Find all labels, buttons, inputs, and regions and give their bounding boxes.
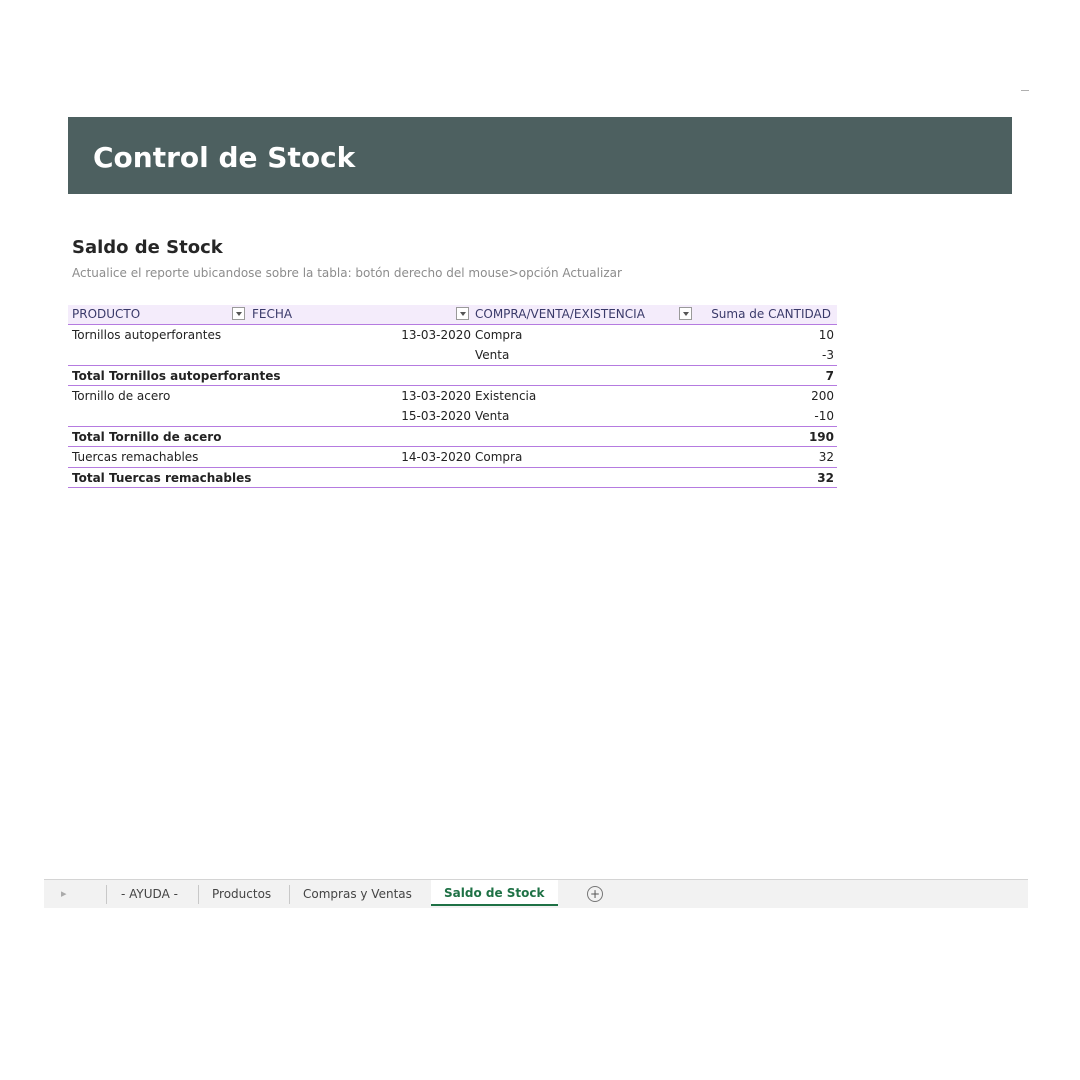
- plus-circle-icon[interactable]: +: [587, 886, 603, 902]
- pivot-row[interactable]: [68, 325, 837, 345]
- tab-separator: [106, 885, 107, 904]
- cell-quantity: -3: [822, 348, 834, 362]
- tab-compras-y-ventas[interactable]: Compras y Ventas: [303, 887, 412, 901]
- window-minimize-dash: [1021, 90, 1029, 91]
- cell-product: Tornillos autoperforantes: [72, 328, 222, 342]
- column-header-cantidad: Suma de CANTIDAD: [711, 307, 831, 321]
- cell-date: 13-03-2020: [401, 328, 471, 342]
- page-title: Control de Stock: [93, 141, 356, 174]
- tab-ayuda[interactable]: - AYUDA -: [121, 887, 178, 901]
- cell-product: Total Tornillo de acero: [72, 430, 222, 444]
- filter-dropdown-icon[interactable]: [679, 307, 692, 320]
- cell-date: 13-03-2020: [401, 389, 471, 403]
- triangle-right-icon[interactable]: ▸: [61, 887, 67, 900]
- cell-product: Total Tuercas remachables: [72, 471, 252, 485]
- filter-dropdown-icon[interactable]: [456, 307, 469, 320]
- pivot-header-row: [68, 305, 837, 325]
- cell-quantity: 10: [818, 328, 834, 342]
- tab-saldo-de-stock[interactable]: Saldo de Stock: [431, 880, 558, 906]
- cell-type: Venta: [475, 348, 510, 362]
- report-title: Saldo de Stock: [72, 237, 223, 258]
- cell-quantity: 190: [808, 430, 834, 444]
- cell-type: Existencia: [475, 389, 537, 403]
- column-header-tipo: COMPRA/VENTA/EXISTENCIA: [475, 307, 645, 321]
- cell-quantity: 7: [825, 369, 834, 383]
- cell-quantity: -10: [814, 409, 834, 423]
- pivot-row[interactable]: [68, 386, 837, 406]
- tab-separator: [289, 885, 290, 904]
- cell-product: Total Tornillos autoperforantes: [72, 369, 281, 383]
- cell-type: Compra: [475, 450, 523, 464]
- cell-quantity: 200: [811, 389, 834, 403]
- pivot-subtotal-row[interactable]: [68, 365, 837, 386]
- cell-product: Tornillo de acero: [72, 389, 171, 403]
- pivot-row[interactable]: [68, 406, 837, 426]
- cell-type: Compra: [475, 328, 523, 342]
- cell-date: 15-03-2020: [401, 409, 471, 423]
- cell-date: 14-03-2020: [401, 450, 471, 464]
- pivot-subtotal-row[interactable]: [68, 467, 837, 488]
- title-banner: [68, 117, 1012, 194]
- tab-separator: [198, 885, 199, 904]
- column-header-producto: PRODUCTO: [72, 307, 141, 321]
- report-instructions: Actualice el reporte ubicandose sobre la tabla: botón derecho del mouse>opción Actualizar: [72, 266, 622, 280]
- pivot-row[interactable]: [68, 345, 837, 365]
- filter-dropdown-icon[interactable]: [232, 307, 245, 320]
- pivot-table[interactable]: [68, 305, 837, 488]
- sheet-tab-bar: [44, 879, 1028, 908]
- tab-productos[interactable]: Productos: [212, 887, 272, 901]
- column-header-fecha: FECHA: [252, 307, 293, 321]
- pivot-row[interactable]: [68, 447, 837, 467]
- cell-type: Venta: [475, 409, 510, 423]
- cell-product: Tuercas remachables: [72, 450, 199, 464]
- cell-quantity: 32: [818, 450, 834, 464]
- cell-quantity: 32: [817, 471, 834, 485]
- pivot-subtotal-row[interactable]: [68, 426, 837, 447]
- pivot-body: [68, 325, 837, 488]
